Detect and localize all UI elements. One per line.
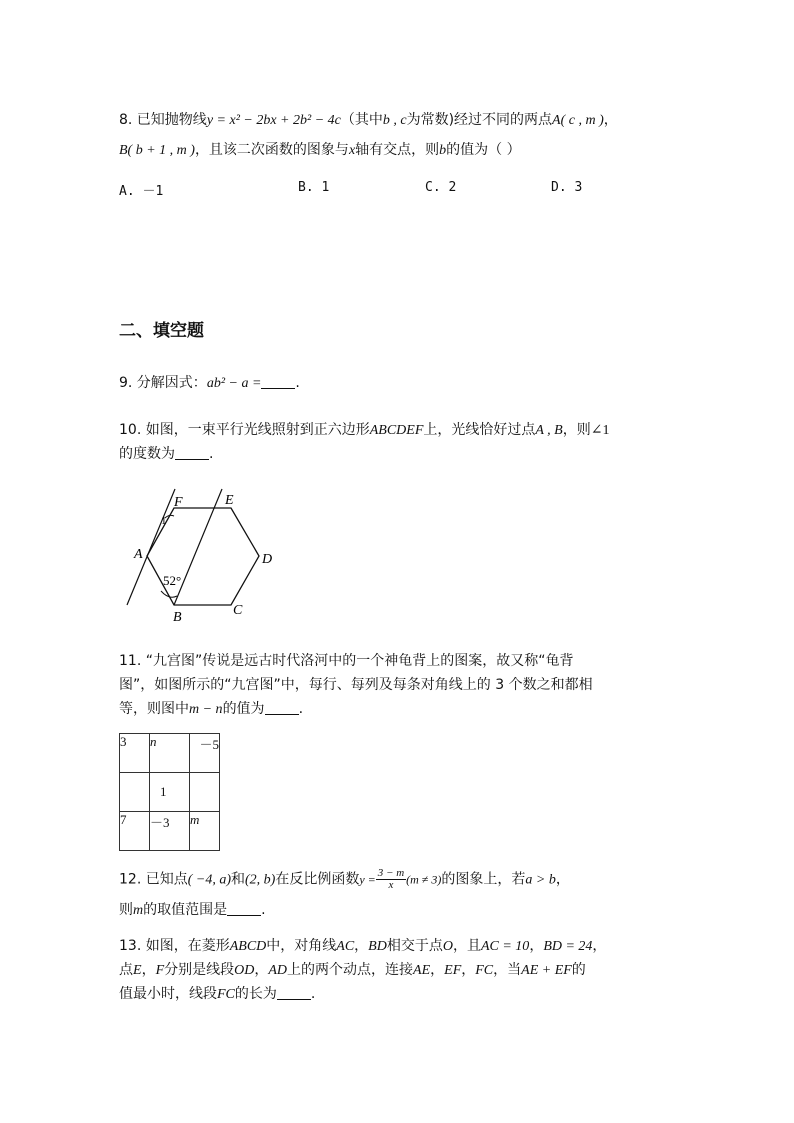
q8-text: 为常数)经过不同的两点 xyxy=(406,112,553,128)
q13-text: ， xyxy=(430,962,445,978)
q8-line2 xyxy=(119,140,521,161)
grid-row xyxy=(120,812,220,851)
q10-text: ，则 xyxy=(562,422,591,438)
label-angle-1: 1 xyxy=(161,515,167,527)
q11-text: . xyxy=(298,701,304,717)
q12-fraction-num: 3 − m xyxy=(377,867,405,879)
q13-text: . xyxy=(310,986,316,1002)
grid-cell: m xyxy=(190,812,220,851)
q8-text: 8. 已知抛物线 xyxy=(119,112,207,128)
q12-line1 xyxy=(119,868,570,891)
q13-text: 点 xyxy=(119,962,133,978)
label-angle-52: 52° xyxy=(163,573,182,588)
q13-fc: FC xyxy=(217,987,235,1002)
q10-angle: ∠1 xyxy=(590,423,610,438)
q12-inequality: a > b xyxy=(525,872,556,888)
grid-cell: n xyxy=(150,734,190,773)
grid-cell: －3 xyxy=(150,812,190,851)
q13-text: 的长为 xyxy=(234,986,277,1002)
q12-condition: (m ≠ 3) xyxy=(406,872,442,887)
q8-text: 的值为（ ） xyxy=(446,142,521,158)
q11-answer-blank[interactable] xyxy=(265,700,299,715)
q13-bd: BD xyxy=(368,939,387,954)
q10-text: . xyxy=(209,446,214,462)
q12-point-1: ( −4, a) xyxy=(187,872,231,888)
grid-row xyxy=(120,734,220,773)
q12-fraction-den: x xyxy=(388,879,394,891)
q13-o: O xyxy=(442,939,453,954)
q12-text: 则 xyxy=(119,902,133,918)
q10-points: A , B xyxy=(535,423,563,438)
q12-fraction xyxy=(376,868,406,891)
q13-ef: EF xyxy=(444,963,462,978)
q8-x: x xyxy=(348,143,356,158)
q8-text: ，且该二次函数的图象与 xyxy=(194,142,349,158)
q13-text: 13. 如图，在菱形 xyxy=(119,938,230,954)
q13-line2 xyxy=(119,960,586,981)
q13-fc: FC xyxy=(475,963,494,978)
q12-text: 在反比例函数 xyxy=(275,871,360,888)
nine-palace-grid xyxy=(119,733,220,851)
q8-option-a[interactable]: A. －1 xyxy=(119,184,164,199)
q13-ac: AC xyxy=(336,939,355,954)
q12-text: 12. 已知点 xyxy=(119,871,188,888)
q13-answer-blank[interactable] xyxy=(277,985,311,1000)
q13-line1 xyxy=(119,936,606,957)
q13-line3 xyxy=(119,984,315,1005)
q9-text: 9. 分解因式： xyxy=(119,375,207,391)
q10-answer-blank[interactable] xyxy=(175,445,209,460)
q12-point-2: (2, b) xyxy=(245,872,276,888)
q13-text: 相交于点 xyxy=(386,938,443,954)
q12-line2 xyxy=(119,900,266,921)
q13-od: OD xyxy=(234,963,255,978)
q13-text: 中，对角线 xyxy=(266,938,337,954)
q8-text: 轴有交点，则 xyxy=(355,142,440,158)
q12-text: 的取值范围是 xyxy=(143,902,228,918)
label-d: D xyxy=(262,552,273,567)
q13-text: 的 xyxy=(571,962,586,978)
q8-option-c[interactable]: C. 2 xyxy=(425,180,457,195)
grid-cell: 1 xyxy=(150,773,190,812)
q10-line2 xyxy=(119,444,213,464)
q13-rhombus: ABCD xyxy=(229,939,267,954)
q8-text: （其中 xyxy=(340,112,383,128)
q13-text: 上的两个动点，连接 xyxy=(287,962,414,978)
q12-text: ， xyxy=(555,871,570,888)
q10-text: 上，光线恰好过点 xyxy=(423,422,536,438)
grid-cell: －5 xyxy=(190,734,220,773)
q11-line2: 图”，如图所示的“九宫图”中，每行、每列及每条对角线上的 3 个数之和都相 xyxy=(119,677,593,693)
q8-option-d[interactable]: D. 3 xyxy=(551,180,583,195)
q8-text: ， xyxy=(603,112,618,128)
q13-text: ，当 xyxy=(493,962,522,978)
grid-cell xyxy=(120,773,150,812)
section-title: 二、填空题 xyxy=(119,321,204,341)
q13-e: E xyxy=(133,963,142,978)
q11-text: 等，则图中 xyxy=(119,701,189,717)
q8-line1 xyxy=(119,110,618,131)
q8-b: b xyxy=(439,143,447,158)
q13-text: 值最小时，线段 xyxy=(119,986,217,1002)
q12-answer-blank[interactable] xyxy=(227,901,261,916)
q13-bd-value: BD = 24 xyxy=(543,939,593,954)
q8-formula: y = x² − 2bx + 2b² − 4c xyxy=(206,113,341,128)
q9-answer-blank[interactable] xyxy=(261,374,295,389)
q13-text: ， xyxy=(529,938,544,954)
q9-line xyxy=(119,373,300,394)
q11-text: 的值为 xyxy=(222,701,265,717)
q13-ae-ef: AE + EF xyxy=(521,963,572,978)
label-e: E xyxy=(225,493,234,508)
grid-cell: 3 xyxy=(120,734,150,773)
label-f: F xyxy=(174,495,183,510)
q8-point-a: A( c , m ) xyxy=(552,113,604,128)
q11-line3 xyxy=(119,699,303,720)
q9-text: . xyxy=(295,375,300,391)
label-c: C xyxy=(233,603,243,618)
q13-text: ， xyxy=(354,938,369,954)
q8-point-b: B( b + 1 , m ) xyxy=(119,143,195,158)
q13-ac-value: AC = 10 xyxy=(480,939,530,954)
q13-text: ，且 xyxy=(452,938,481,954)
q13-text: ， xyxy=(254,962,269,978)
q13-f: F xyxy=(155,963,165,978)
q13-text: ， xyxy=(141,962,156,978)
angle-52-arc xyxy=(161,591,177,597)
q10-hexagon-name: ABCDEF xyxy=(369,423,424,438)
q12-m: m xyxy=(133,903,144,918)
q12-func-y: y = xyxy=(359,872,376,887)
q12-text: . xyxy=(261,902,266,918)
q11-line1: 11. “九宫图”传说是远古时代洛河中的一个神龟背上的图案，故又称“龟背 xyxy=(119,653,574,669)
grid-cell xyxy=(190,773,220,812)
q12-text: 的图象上，若 xyxy=(441,871,526,888)
q10-line1 xyxy=(119,420,609,441)
q10-text: 的度数为 xyxy=(119,446,175,462)
q13-text: ， xyxy=(461,962,476,978)
q13-ae: AE xyxy=(413,963,431,978)
q13-ad: AD xyxy=(268,963,288,978)
q12-text: 和 xyxy=(231,871,245,888)
q10-text: 10. 如图，一束平行光线照射到正六边形 xyxy=(119,422,370,438)
q11-expr: m − n xyxy=(189,702,223,717)
grid-row xyxy=(120,773,220,812)
label-a: A xyxy=(134,547,143,562)
grid-cell: 7 xyxy=(120,812,150,851)
q13-text: ， xyxy=(592,938,607,954)
q13-text: 分别是线段 xyxy=(164,962,235,978)
hexagon-figure xyxy=(119,488,289,628)
q8-bc: b , c xyxy=(382,113,407,128)
q9-expr: ab² − a = xyxy=(206,376,262,391)
label-b: B xyxy=(173,610,182,625)
q8-option-b[interactable]: B. 1 xyxy=(298,180,330,195)
